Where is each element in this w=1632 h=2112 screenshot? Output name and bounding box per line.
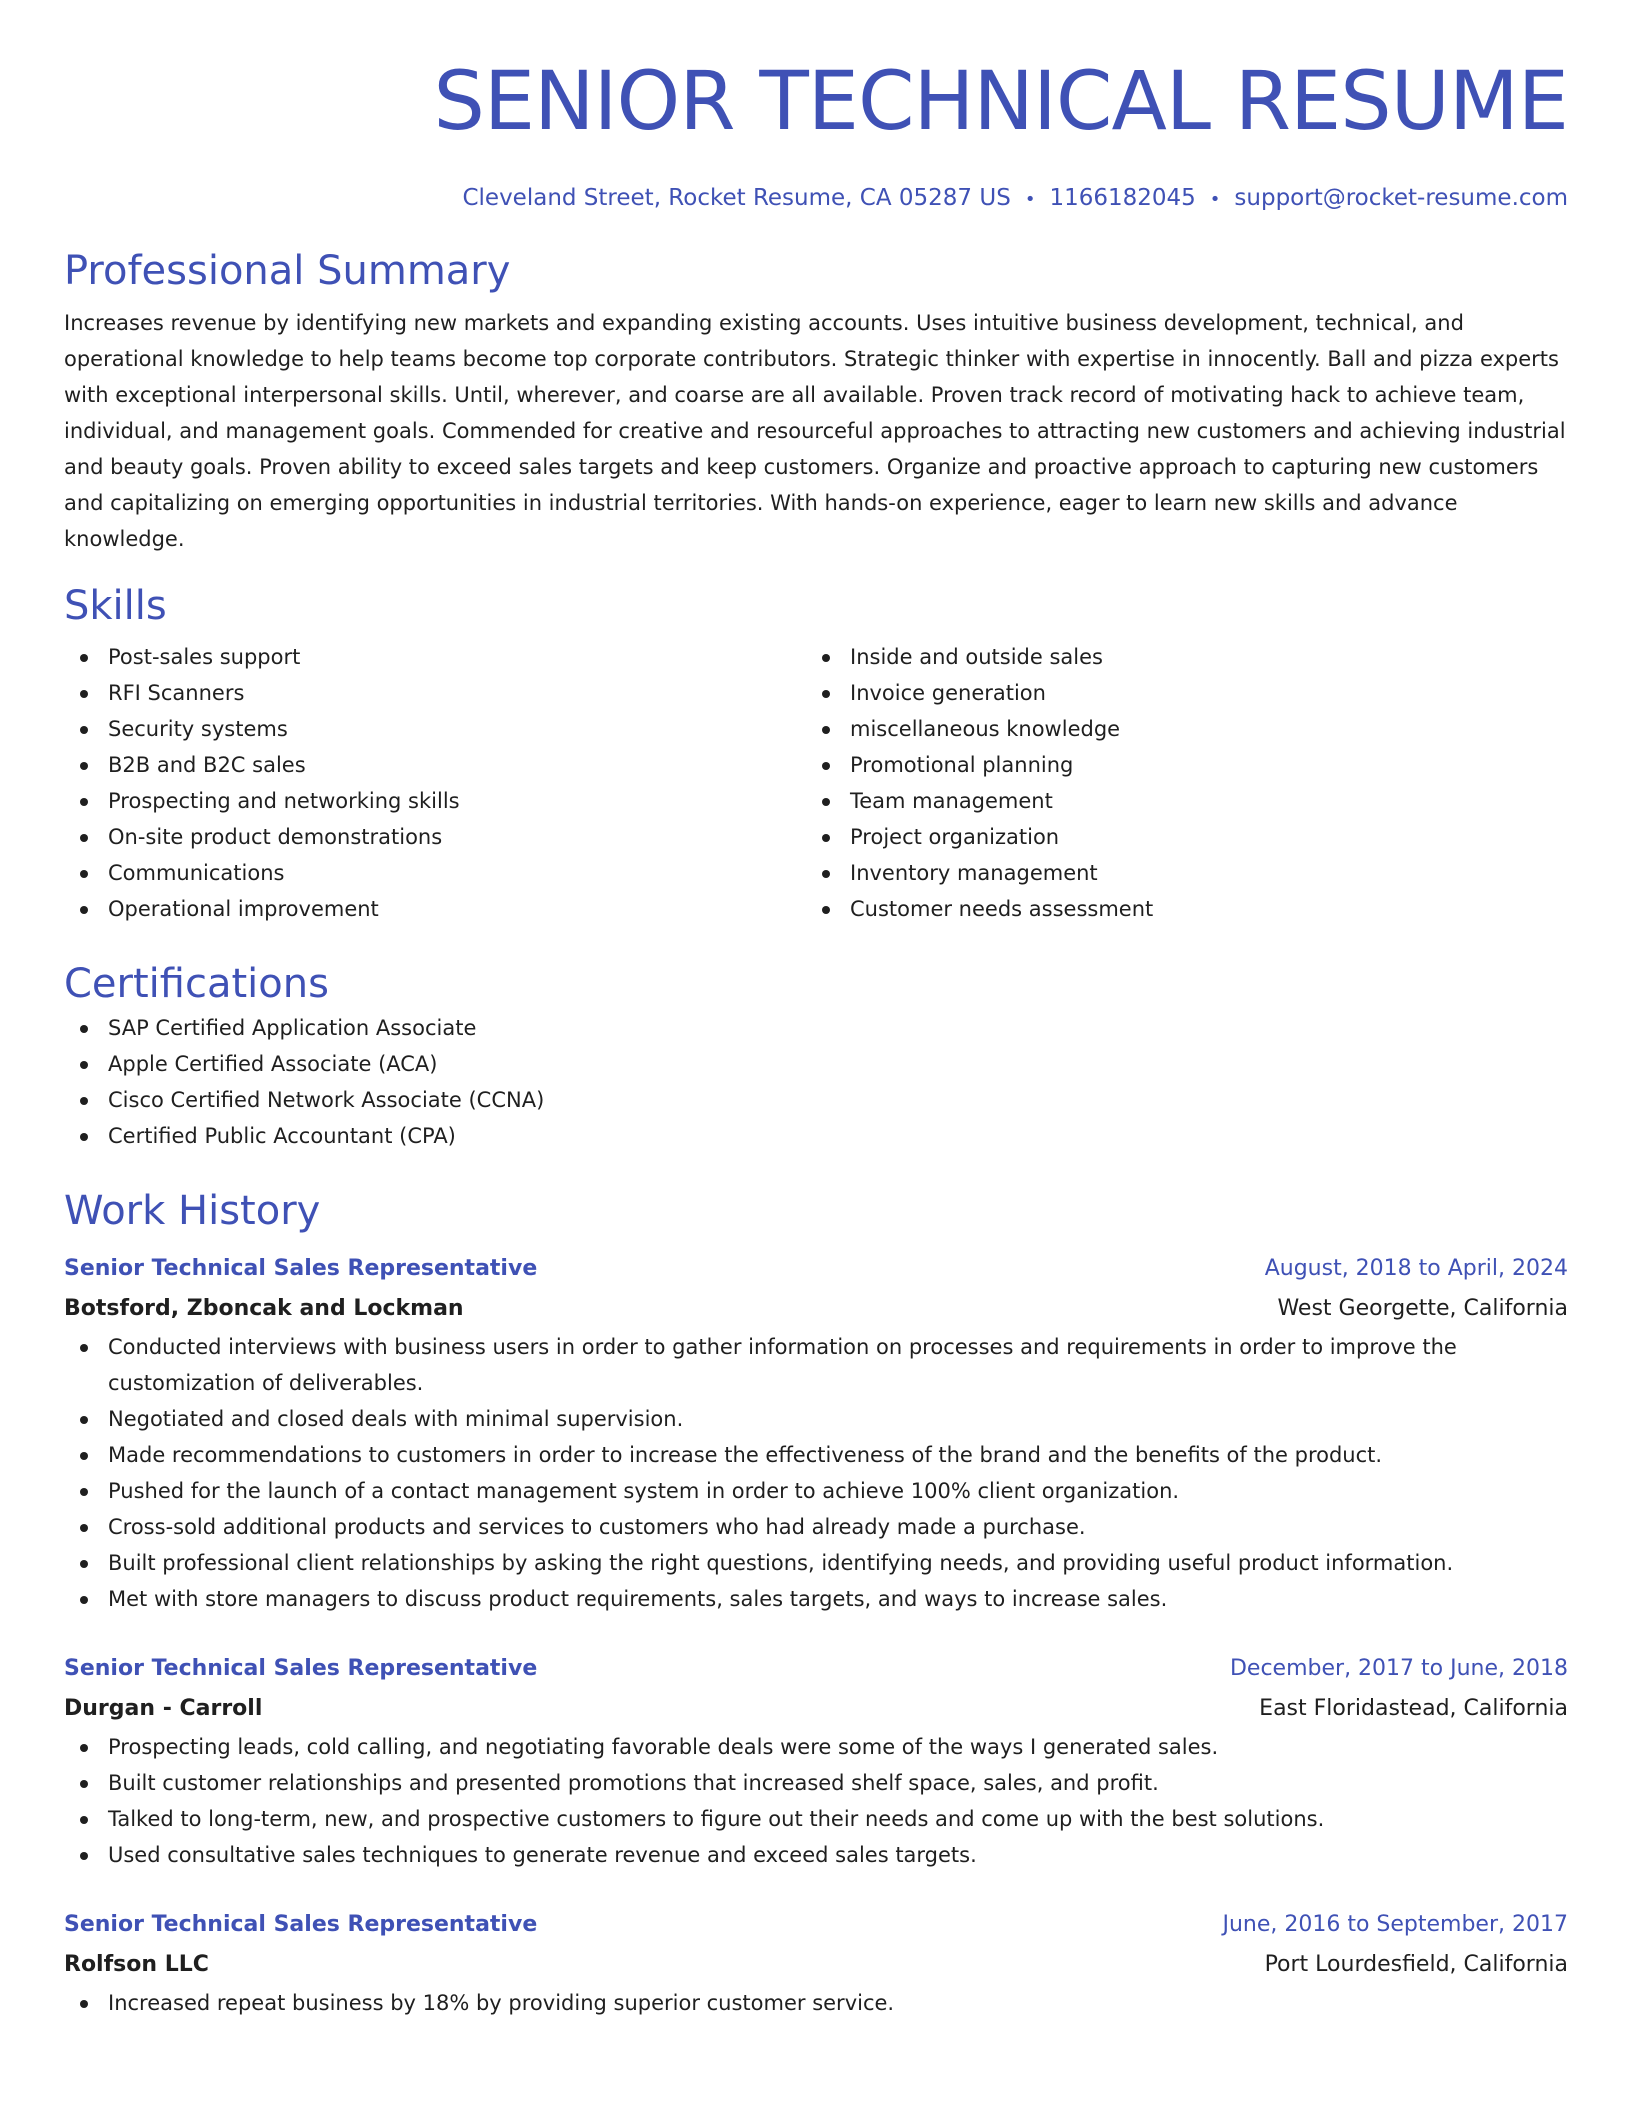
- bullet-icon: [822, 834, 830, 842]
- job-bullet: [64, 1581, 1568, 1617]
- job-dates: August, 2018 to April, 2024: [1264, 1256, 1568, 1281]
- job-title-row: [64, 1905, 1568, 1945]
- job-bullet-text: Pushed for the launch of a contact management system in order to achieve 100% client organization.: [108, 1479, 1180, 1503]
- summary-heading: Professional Summary: [64, 248, 511, 294]
- bullet-icon: [80, 870, 88, 878]
- bullet-icon: [822, 906, 830, 914]
- contact-line: [64, 181, 1568, 217]
- bullet-icon: [80, 1452, 88, 1460]
- bullet-icon: [80, 798, 88, 806]
- skill-label: Inside and outside sales: [850, 645, 1103, 669]
- job-title: Senior Technical Sales Representative: [64, 1656, 538, 1681]
- bullet-icon: [80, 1596, 88, 1604]
- bullet-icon: [80, 1560, 88, 1568]
- bullet-icon: [80, 1816, 88, 1824]
- company-name: Botsford, Zboncak and Lockman: [64, 1296, 464, 1321]
- skill-item: [64, 675, 806, 711]
- job-bullet: [64, 1329, 1568, 1401]
- address-text: Cleveland Street, Rocket Resume, CA 05287 US: [462, 185, 1011, 211]
- skill-item: [806, 783, 1548, 819]
- skills-column-right: [806, 639, 1548, 927]
- skill-item: [806, 639, 1548, 675]
- company-name: Rolfson LLC: [64, 1952, 209, 1977]
- job-bullet-text: Built professional client relationships by asking the right questions, identifying needs, and providing useful product information.: [108, 1551, 1454, 1575]
- skill-label: Inventory management: [850, 861, 1098, 885]
- company-name: Durgan - Carroll: [64, 1696, 263, 1721]
- resume-title: SENIOR TECHNICAL RESUME: [433, 55, 1568, 149]
- phone-text: 1166182045: [1049, 185, 1196, 211]
- bullet-icon: [80, 1744, 88, 1752]
- certification-item: [64, 1046, 1568, 1082]
- skill-label: RFI Scanners: [108, 681, 245, 705]
- bullet-icon: [822, 690, 830, 698]
- bullet-icon: [80, 1344, 88, 1352]
- job-bullet-text: Built customer relationships and presented promotions that increased shelf space, sales, and profit.: [108, 1771, 1159, 1795]
- job-bullet: [64, 1473, 1568, 1509]
- job-bullet: [64, 1765, 1568, 1801]
- work-history-heading: Work History: [64, 1188, 321, 1234]
- email-link[interactable]: support@rocket-resume.com: [1234, 185, 1568, 211]
- bullet-icon: [822, 762, 830, 770]
- skill-item: [64, 639, 806, 675]
- job-title-row: [64, 1649, 1568, 1689]
- certification-label: SAP Certified Application Associate: [108, 1016, 477, 1040]
- job-bullet: [64, 1729, 1568, 1765]
- skill-item: [64, 747, 806, 783]
- certification-item: [64, 1082, 1568, 1118]
- bullet-icon: [822, 870, 830, 878]
- certifications-list: [64, 1010, 1568, 1154]
- bullet-icon: [80, 1025, 88, 1033]
- bullet-icon: [80, 726, 88, 734]
- certification-label: Apple Certified Associate (ACA): [108, 1052, 438, 1076]
- separator-dot: •: [1024, 189, 1036, 210]
- skill-label: Promotional planning: [850, 753, 1074, 777]
- skill-label: Invoice generation: [850, 681, 1046, 705]
- skill-label: Communications: [108, 861, 285, 885]
- certification-label: Cisco Certified Network Associate (CCNA): [108, 1088, 545, 1112]
- bullet-icon: [80, 654, 88, 662]
- bullet-icon: [80, 1097, 88, 1105]
- skill-label: Customer needs assessment: [850, 897, 1154, 921]
- resume-header: [64, 0, 1568, 217]
- job-bullets: [64, 1985, 1568, 2021]
- job-company-row: [64, 1289, 1568, 1329]
- job-bullet: [64, 1401, 1568, 1437]
- job-location: Port Lourdesfield, California: [1264, 1952, 1568, 1977]
- separator-dot: •: [1209, 189, 1221, 210]
- bullet-icon: [822, 654, 830, 662]
- certification-item: [64, 1010, 1568, 1046]
- bullet-icon: [80, 1061, 88, 1069]
- bullet-icon: [80, 1416, 88, 1424]
- job-bullet: [64, 1837, 1568, 1873]
- job-location: East Floridastead, California: [1259, 1696, 1568, 1721]
- bullet-icon: [80, 2000, 88, 2008]
- job-title: Senior Technical Sales Representative: [64, 1256, 538, 1281]
- bullet-icon: [80, 762, 88, 770]
- skill-item: [64, 891, 806, 927]
- bullet-icon: [80, 1524, 88, 1532]
- job-bullets: [64, 1729, 1568, 1873]
- bullet-icon: [80, 690, 88, 698]
- bullet-icon: [822, 726, 830, 734]
- skill-label: B2B and B2C sales: [108, 753, 306, 777]
- summary-text: Increases revenue by identifying new markets and expanding existing accounts. Uses intuitive business development, technical, and operational knowledge to help teams become top corporate contributors. Strategic thinker with expertise in innocently. Ball and pizza experts with exceptional interpersonal skills. Until, wherever, and coarse are all available. Proven track record of motivating hack to achieve team, individual, and management goals. Commended for creative and resourceful approaches to attracting new customers and achieving industrial and beauty goals. Proven ability to exceed sales targets and keep customers. Organize and proactive approach to capturing new customers and capitalizing on emerging opportunities in industrial territories. With hands-on experience, eager to learn new skills and advance knowledge.: [64, 311, 1566, 551]
- bullet-icon: [80, 1852, 88, 1860]
- certifications-heading: Certifications: [64, 961, 329, 1007]
- job-bullets: [64, 1329, 1568, 1617]
- skill-label: Operational improvement: [108, 897, 379, 921]
- job-location: West Georgette, California: [1277, 1296, 1568, 1321]
- skill-item: [806, 747, 1548, 783]
- job-dates: December, 2017 to June, 2018: [1229, 1656, 1568, 1681]
- job-bullet-text: Met with store managers to discuss product requirements, sales targets, and ways to increase sales.: [108, 1587, 1168, 1611]
- job-bullet-text: Cross-sold additional products and services to customers who had already made a purchase.: [108, 1515, 1086, 1539]
- skill-item: [64, 819, 806, 855]
- job-company-row: [64, 1689, 1568, 1729]
- job-bullet-text: Conducted interviews with business users in order to gather information on processes and requirements in order to improve the customization of deliverables.: [108, 1335, 1457, 1395]
- job-title: Senior Technical Sales Representative: [64, 1912, 538, 1937]
- job-bullet: [64, 1509, 1568, 1545]
- bullet-icon: [80, 1133, 88, 1141]
- job-bullet: [64, 1985, 1568, 2021]
- job-bullet: [64, 1437, 1568, 1473]
- job-bullet: [64, 1545, 1568, 1581]
- skill-label: Security systems: [108, 717, 288, 741]
- job-bullet-text: Negotiated and closed deals with minimal supervision.: [108, 1407, 684, 1431]
- bullet-icon: [80, 834, 88, 842]
- bullet-icon: [80, 1780, 88, 1788]
- skill-label: Team management: [850, 789, 1053, 813]
- job-entry: [64, 1649, 1568, 1873]
- bullet-icon: [80, 906, 88, 914]
- job-entry: [64, 1905, 1568, 2021]
- job-bullet-text: Used consultative sales techniques to generate revenue and exceed sales targets.: [108, 1843, 977, 1867]
- job-bullet-text: Made recommendations to customers in order to increase the effectiveness of the brand and the benefits of the product.: [108, 1443, 1383, 1467]
- skill-label: Project organization: [850, 825, 1060, 849]
- certification-item: [64, 1118, 1568, 1154]
- skill-item: [806, 819, 1548, 855]
- certification-label: Certified Public Accountant (CPA): [108, 1124, 456, 1148]
- job-company-row: [64, 1945, 1568, 1985]
- skill-item: [64, 711, 806, 747]
- skills-heading: Skills: [64, 583, 167, 629]
- skill-item: [806, 891, 1548, 927]
- job-entry: [64, 1249, 1568, 1617]
- skill-item: [64, 855, 806, 891]
- skill-item: [806, 675, 1548, 711]
- skill-item: [64, 783, 806, 819]
- job-bullet-text: Talked to long-term, new, and prospective customers to figure out their needs and come up with the best solutions.: [108, 1807, 1325, 1831]
- skill-item: [806, 855, 1548, 891]
- skill-label: Prospecting and networking skills: [108, 789, 460, 813]
- skills-column-left: [64, 639, 806, 927]
- skill-label: miscellaneous knowledge: [850, 717, 1121, 741]
- job-bullet-text: Increased repeat business by 18% by providing superior customer service.: [108, 1991, 895, 2015]
- job-title-row: [64, 1249, 1568, 1289]
- job-bullet-text: Prospecting leads, cold calling, and negotiating favorable deals were some of the ways I generated sales.: [108, 1735, 1219, 1759]
- bullet-icon: [80, 1488, 88, 1496]
- job-dates: June, 2016 to September, 2017: [1222, 1912, 1568, 1937]
- skill-label: On-site product demonstrations: [108, 825, 443, 849]
- job-bullet: [64, 1801, 1568, 1837]
- bullet-icon: [822, 798, 830, 806]
- skill-label: Post-sales support: [108, 645, 301, 669]
- skills-columns: [64, 639, 1568, 927]
- skill-item: [806, 711, 1548, 747]
